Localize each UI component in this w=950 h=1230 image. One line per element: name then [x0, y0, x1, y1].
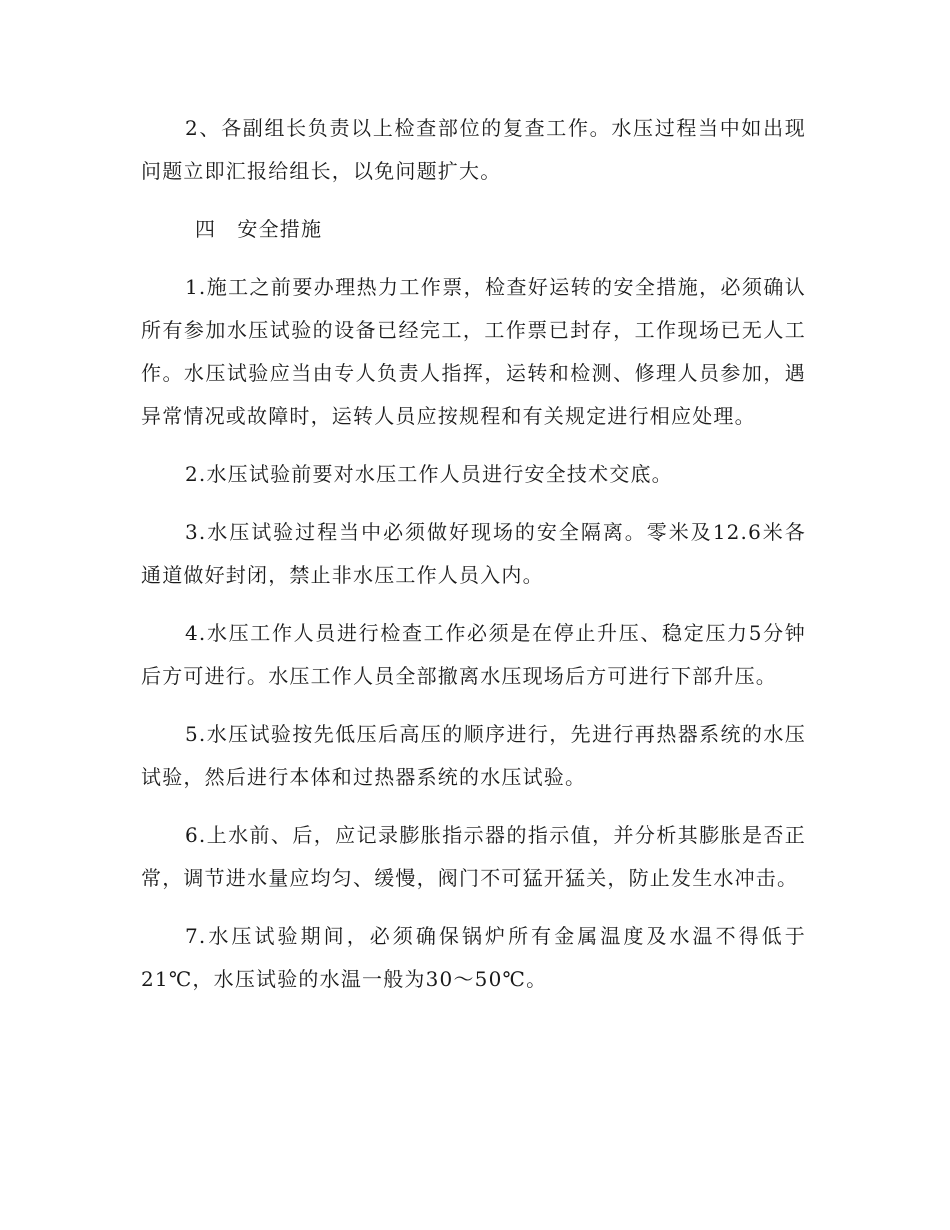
paragraph-measure-3: 3.水压试验过程当中必须做好现场的安全隔离。零米及12.6米各通道做好封闭，禁止非水压工作人员入内。 [141, 520, 806, 587]
section-heading-safety-measures: 四 安全措施 [195, 217, 323, 241]
paragraph-measure-5: 5.水压试验按先低压后高压的顺序进行，先进行再热器系统的水压试验，然后进行本体和过热器系统的水压试验。 [141, 722, 806, 789]
paragraph-review-duty: 2、各副组长负责以上检查部位的复查工作。水压过程当中如出现问题立即汇报给组长，以免问题扩大。 [141, 116, 806, 183]
paragraph-measure-7: 7.水压试验期间，必须确保锅炉所有金属温度及水温不得低于21℃，水压试验的水温一般为30～50℃。 [141, 924, 806, 991]
paragraph-measure-6: 6.上水前、后，应记录膨胀指示器的指示值，并分析其膨胀是否正常，调节进水量应均匀、缓慢，阀门不可猛开猛关，防止发生水冲击。 [141, 823, 806, 890]
paragraph-measure-4: 4.水压工作人员进行检查工作必须是在停止升压、稳定压力5分钟后方可进行。水压工作人员全部撤离水压现场后方可进行下部升压。 [141, 621, 806, 688]
document-page [141, 107, 806, 1016]
paragraph-measure-2: 2.水压试验前要对水压工作人员进行安全技术交底。 [185, 462, 673, 486]
paragraph-measure-1: 1.施工之前要办理热力工作票，检查好运转的安全措施，必须确认所有参加水压试验的设备已经完工，工作票已封存，工作现场已无人工作。水压试验应当由专人负责人指挥，运转和检测、修理人员参加，遇异常情况或故障时，运转人员应按规程和有关规定进行相应处理。 [141, 275, 806, 428]
